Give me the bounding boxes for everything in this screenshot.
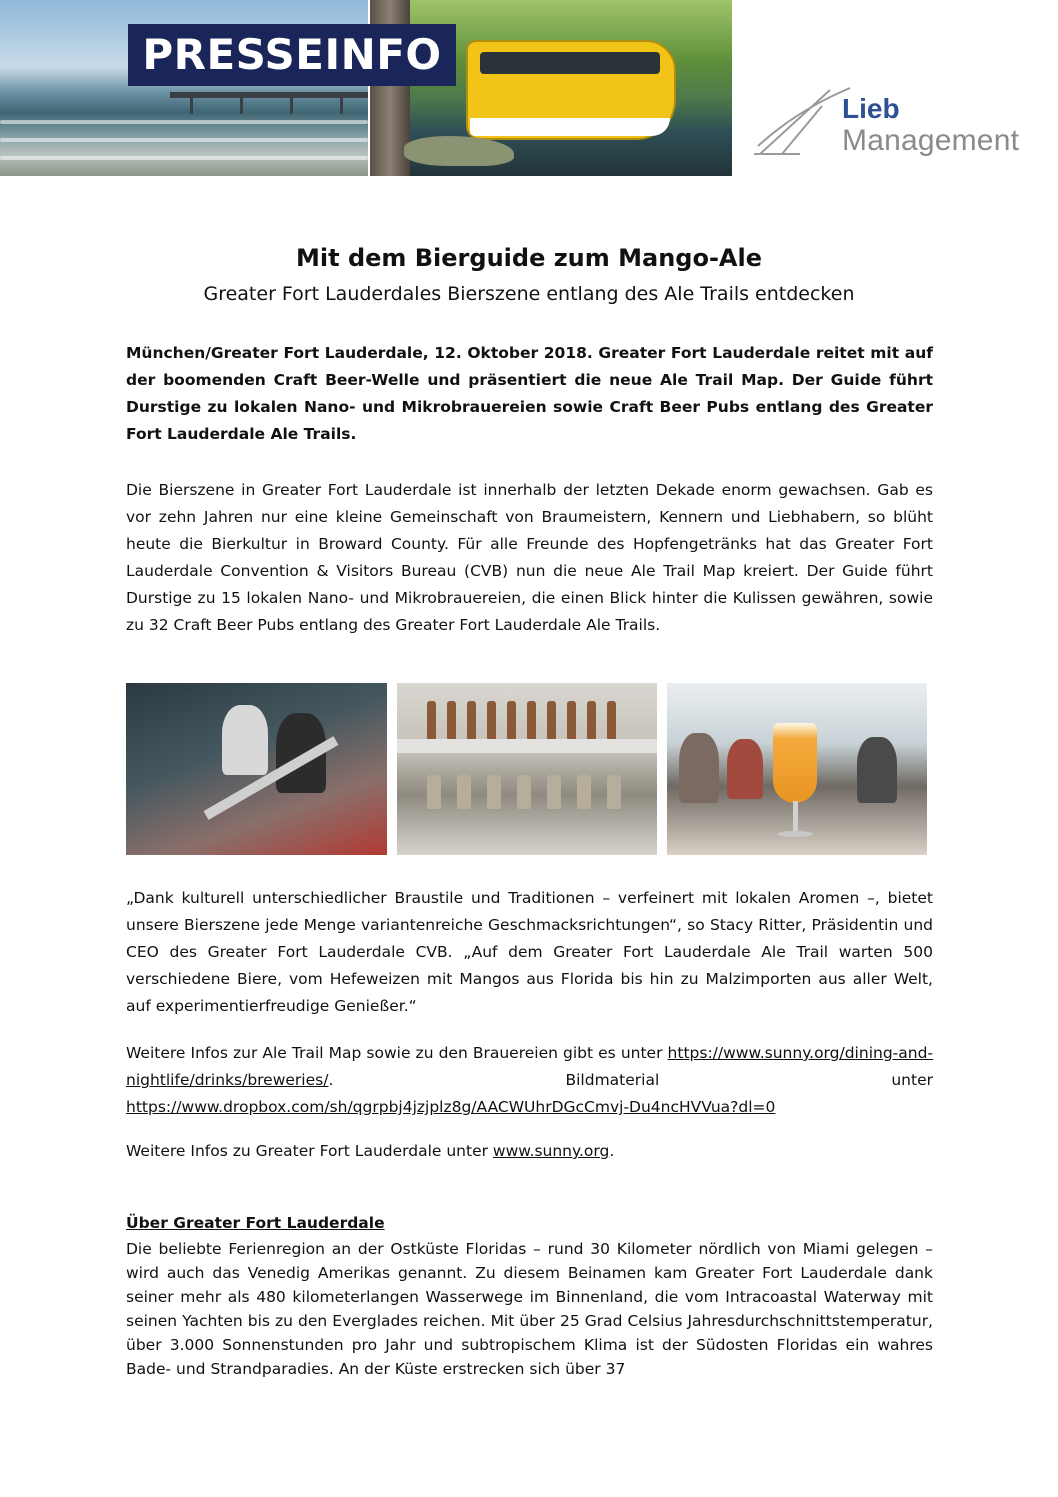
bottle [607, 775, 621, 809]
iguana [404, 136, 514, 166]
beer-glass-festival-photo [667, 683, 927, 855]
page-title: Mit dem Bierguide zum Mango-Ale [296, 244, 762, 272]
bottle [457, 775, 471, 809]
links-paragraph [126, 1040, 933, 1121]
tap-handle [487, 701, 496, 741]
dropbox-link[interactable]: https://www.dropbox.com/sh/qgrpbj4jzjplz8g/AACWUhrDGcCmvj-Du4ncHVVua?dl=0 [126, 1098, 776, 1116]
tap-bar [397, 739, 657, 753]
pier [170, 92, 368, 98]
bottle [547, 775, 561, 809]
festival-visitor [857, 737, 897, 803]
beer-taps-photo [397, 683, 657, 855]
bildmaterial-label: Bildmaterial unter [565, 1071, 933, 1089]
tap-handle [427, 701, 436, 741]
bottle [517, 775, 531, 809]
lead-paragraph: München/Greater Fort Lauderdale, 12. Oktober 2018. Greater Fort Lauderdale reitet mit auf der boomenden Craft Beer-Welle und präsentiert die neue Ale Trail Map. Der Guide führt Durstige zu lokalen Nano- und Mikrobrauereien sowie Craft Beer Pubs entlang des Greater Fort Lauderdale Ale Trails. [126, 344, 933, 443]
header [0, 0, 1058, 178]
festival-visitor [727, 739, 763, 799]
glass-stem [793, 801, 798, 835]
pier-leg [290, 96, 293, 114]
tap-handle [507, 701, 516, 741]
boat-hull [470, 118, 670, 136]
info-paragraph [126, 1138, 933, 1165]
tap-handle [467, 701, 476, 741]
presseinfo-badge: PRESSEINFO [128, 24, 456, 86]
bottle [427, 775, 441, 809]
info-intro: Weitere Infos zu Greater Fort Lauderdale unter [126, 1142, 488, 1160]
wave [0, 120, 368, 124]
logo-lieb-text: Lieb [842, 93, 900, 124]
quote-paragraph: „Dank kulturell unterschiedlicher Braustile und Traditionen – verfeinert mit lokalen Aromen –, bietet unsere Bierszene jede Menge variantenreiche Geschmacksrichtungen“, so Stacy Ritter, Präsidentin und CEO des Greater Fort Lauderdale CVB. „Auf dem Greater Fort Lauderdale Ale Trail warten 500 verschiedene Biere, vom Hefeweizen mit Mangos aus Florida bis hin zu Malzimporten aus aller Welt, auf experimentierfreudige Genießer.“ [126, 889, 933, 1015]
info-period: . [609, 1142, 615, 1160]
tap-handle [527, 701, 536, 741]
brewers-photo [126, 683, 387, 855]
page-subtitle: Greater Fort Lauderdales Bierszene entlang des Ale Trails entdecken [203, 283, 855, 305]
beer-glass [773, 723, 817, 803]
links-period: . [328, 1071, 334, 1089]
links-intro: Weitere Infos zur Ale Trail Map sowie zu den Brauereien gibt es unter [126, 1044, 663, 1062]
boat-window [480, 52, 660, 74]
sunny-link[interactable]: www.sunny.org [492, 1142, 610, 1160]
tap-handle [447, 701, 456, 741]
tap-handle [607, 701, 616, 741]
logo-management-text: Management [842, 124, 1020, 157]
about-heading: Über Greater Fort Lauderdale [126, 1214, 385, 1232]
bottle [577, 775, 591, 809]
tap-handle [587, 701, 596, 741]
tap-handle [547, 701, 556, 741]
pier-leg [190, 96, 193, 114]
pier-leg [240, 96, 243, 114]
breweries-link[interactable]: https://www.sunny.org/dining-and-nightlife/drinks/breweries/ [126, 1044, 934, 1089]
festival-visitor [679, 733, 719, 803]
wave [0, 156, 368, 160]
tap-handle [567, 701, 576, 741]
about-paragraph: Die beliebte Ferienregion an der Ostküste Floridas – rund 30 Kilometer nördlich von Miami gelegen – wird auch das Venedig Amerikas genannt. Zu diesem Beinamen kam Greater Fort Lauderdale dank seiner mehr als 480 kilometerlangen Wasserwege im Binnenland, die vom Intracoastal Waterway mit seinen Yachten bis zu den Everglades reichen. Mit über 25 Grad Celsius Jahresdurchschnittstemperatur, über 3.000 Sonnenstunden pro Jahr und subtropischem Klima ist der Südosten Floridas ein wahres Bade- und Strandparadies. An der Küste erstrecken sich über 37 [126, 1240, 933, 1378]
lieb-logo-mark [752, 84, 852, 156]
bottle [487, 775, 501, 809]
pier-leg [340, 96, 343, 114]
wave [0, 138, 368, 142]
brewer-figure [222, 705, 268, 775]
glass-foot [777, 831, 813, 837]
body-paragraph: Die Bierszene in Greater Fort Lauderdale ist innerhalb der letzten Dekade enorm gewachsen. Gab es vor zehn Jahren nur eine kleine Gemeinschaft von Braumeistern, Kennern und Liebhabern, so blüht heute die Bierkultur in Broward County. Für alle Freunde des Hopfengetränks hat das Greater Fort Lauderdale Convention & Visitors Bureau (CVB) nun die neue Ale Trail Map kreiert. Der Guide führt Durstige zu 15 lokalen Nano- und Mikrobrauereien, die einen Blick hinter die Kulissen gewähren, sowie zu 32 Craft Beer Pubs entlang des Greater Fort Lauderdale Ale Trails. [126, 481, 933, 634]
